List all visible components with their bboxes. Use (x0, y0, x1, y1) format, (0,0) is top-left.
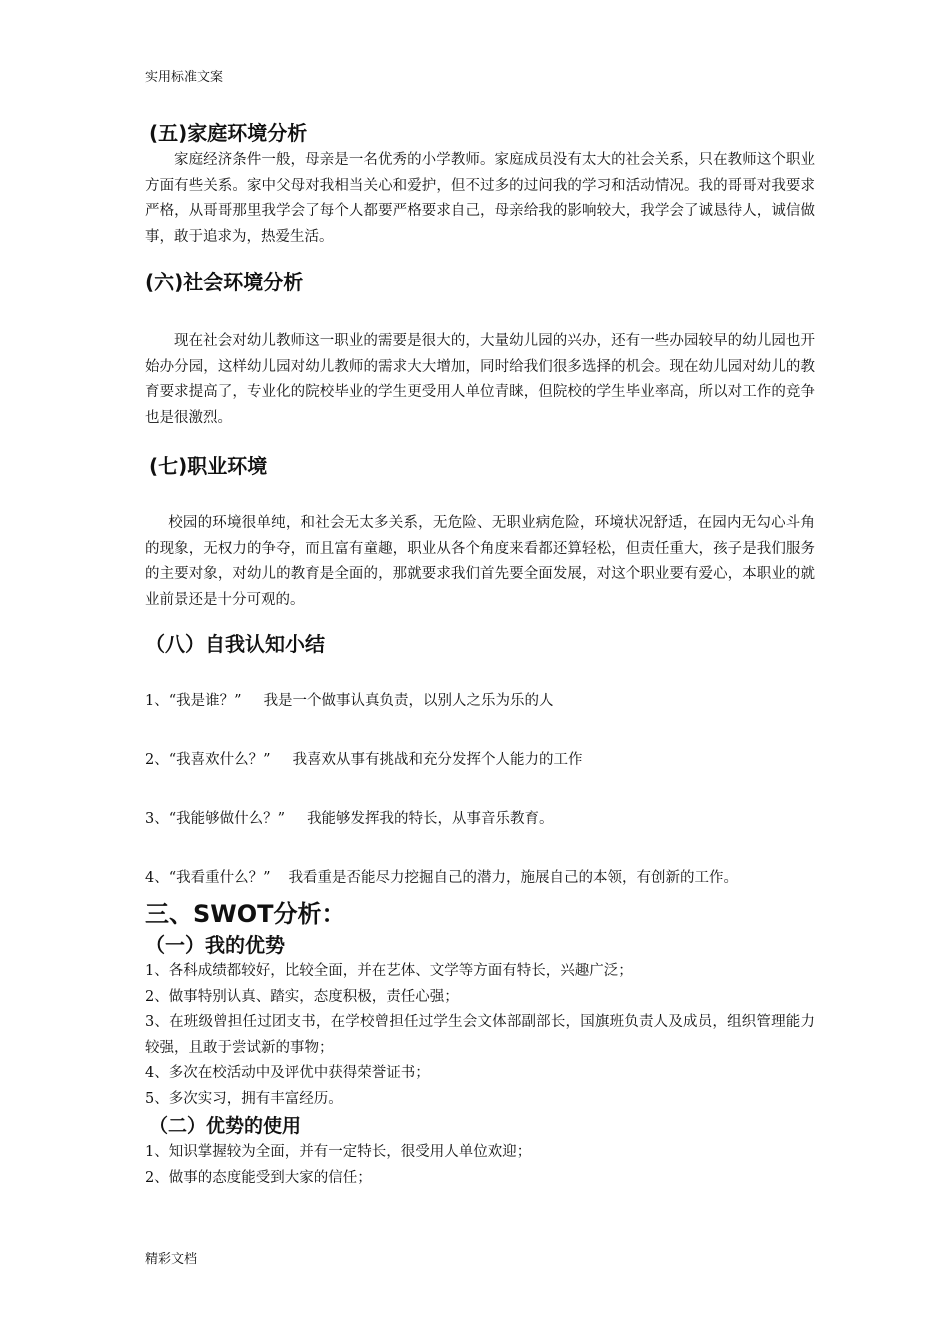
advantage-use-item: 2、做事的态度能受到大家的信任； (145, 1169, 372, 1186)
section-6-body: 现在社会对幼儿教师这一职业的需要是很大的，大量幼儿园的兴办，还有一些办园较早的幼儿园也开始办分园，这样幼儿园对幼儿教师的需求大大增加，同时给我们很多选择的机会。现在幼儿园对幼儿的教育要求提高了，专业化的院校毕业的学生更受用人单位青睐，但院校的学生毕业率高，所以对工作的竞争也是很激烈。 (145, 333, 815, 426)
question-text: 3、“我能够做什么？” (145, 811, 286, 827)
self-cognition-item (145, 807, 815, 832)
answer-text: 我能够发挥我的特长，从事音乐教育。 (307, 811, 554, 827)
section-5-title: (五)家庭环境分析 (149, 121, 308, 145)
advantage-item: 5、多次实习，拥有丰富经历。 (145, 1090, 343, 1107)
advantages-title: （一）我的优势 (145, 933, 285, 957)
document-body (145, 118, 815, 1191)
section-7-body: 校园的环境很单纯，和社会无太多关系，无危险、无职业病危险，环境状况舒适，在园内无勾心斗角的现象，无权力的争夺，而且富有童趣，职业从各个角度来看都还算轻松，但责任重大，孩子是我们服务的主要对象，对幼儿的教育是全面的，那就要求我们首先要全面发展，对这个职业要有爱心，本职业的就业前景还是十分可观的。 (145, 515, 815, 608)
advantage-use-title: （二）优势的使用 (149, 1115, 302, 1137)
advantage-item: 4、多次在校活动中及评优中获得荣誉证书； (145, 1065, 430, 1081)
answer-text: 我喜欢从事有挑战和充分发挥个人能力的工作 (292, 752, 583, 768)
section-8-title: （八）自我认知小结 (145, 632, 325, 656)
question-text: 4、“我看重什么？” (145, 870, 271, 886)
self-cognition-item (145, 689, 815, 714)
advantage-use-item: 1、知识掌握较为全面，并有一定特长，很受用人单位欢迎； (145, 1144, 532, 1160)
question-text: 2、“我喜欢什么？” (145, 752, 271, 768)
self-cognition-item (145, 748, 815, 773)
advantage-item: 1、各科成绩都较好，比较全面，并在艺体、文学等方面有特长，兴趣广泛； (145, 963, 633, 979)
self-cognition-item (145, 866, 815, 891)
section-5-body: 家庭经济条件一般，母亲是一名优秀的小学教师。家庭成员没有太大的社会关系，只在教师这个职业方面有些关系。家中父母对我相当关心和爱护，但不过多的过问我的学习和活动情况。我的哥哥对我要求严格，从哥哥那里我学会了每个人都要严格要求自己，母亲给我的影响较大，我学会了诚恳待人，诚信做事，敢于追求为，热爱生活。 (145, 152, 815, 245)
advantage-item: 3、在班级曾担任过团支书，在学校曾担任过学生会文体部副部长，国旗班负责人及成员，组织管理能力较强，且敢于尝试新的事物； (145, 1014, 815, 1056)
answer-text: 我是一个做事认真负责，以别人之乐为乐的人 (263, 693, 554, 709)
section-6-title: (六)社会环境分析 (145, 270, 304, 294)
answer-text: 我看重是否能尽力挖掘自己的潜力，施展自己的本领，有创新的工作。 (288, 870, 739, 886)
question-text: 1、“我是谁？” (145, 693, 242, 709)
page-header: 实用标准文案 (145, 70, 224, 85)
section-7-title: (七)职业环境 (149, 454, 268, 478)
swot-title: 三、SWOT分析： (145, 900, 346, 928)
advantage-item: 2、做事特别认真、踏实，态度积极，责任心强； (145, 988, 459, 1005)
page-footer: 精彩文档 (145, 1252, 198, 1267)
